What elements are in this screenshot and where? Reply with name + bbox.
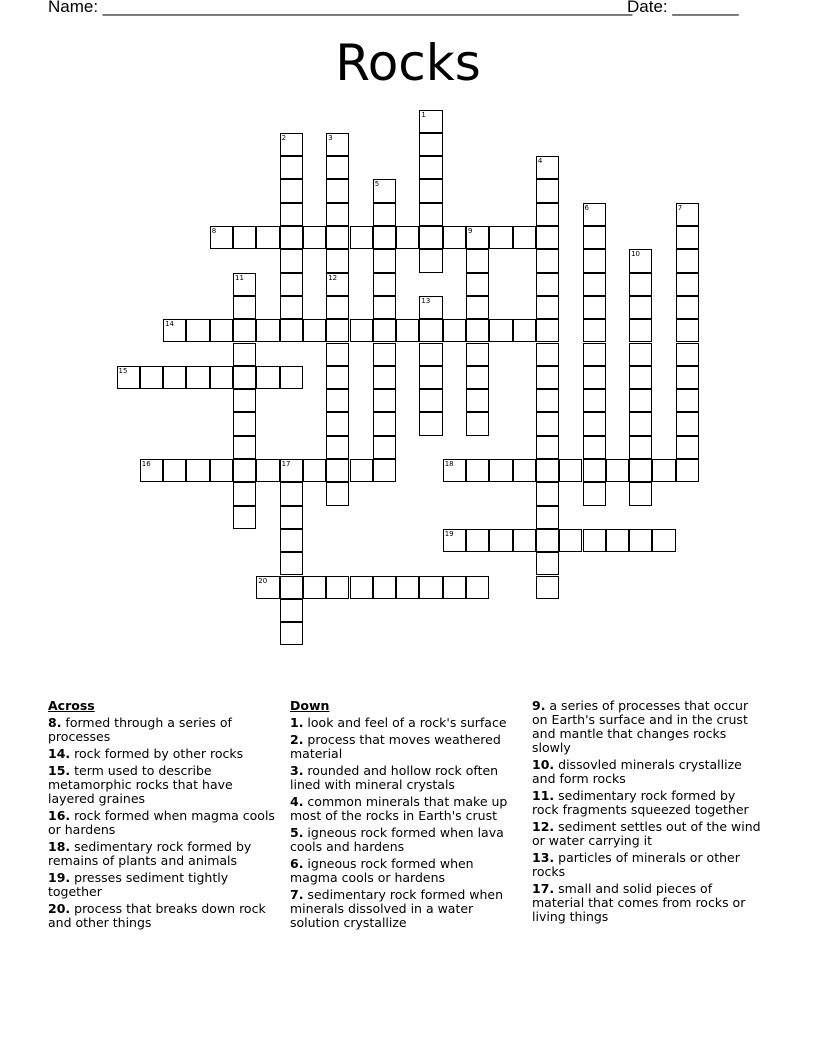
grid-cell[interactable] xyxy=(210,366,233,389)
grid-cell[interactable] xyxy=(466,366,489,389)
clue-number: 1. xyxy=(290,715,304,730)
grid-cell[interactable] xyxy=(256,366,279,389)
grid-cell[interactable] xyxy=(466,273,489,296)
grid-cell[interactable] xyxy=(419,203,442,226)
grid-cell[interactable] xyxy=(629,273,652,296)
grid-cell[interactable] xyxy=(629,436,652,459)
clue-number: 8 xyxy=(211,227,217,235)
grid-cell[interactable] xyxy=(629,529,652,552)
grid-cell[interactable] xyxy=(583,459,606,482)
clue-number: 4 xyxy=(537,157,543,166)
grid-cell[interactable] xyxy=(233,482,256,505)
grid-cell[interactable] xyxy=(583,389,606,412)
grid-cell[interactable] xyxy=(233,506,256,529)
grid-cell[interactable] xyxy=(466,412,489,435)
grid-cell[interactable] xyxy=(373,249,396,272)
grid-cell[interactable] xyxy=(163,366,186,389)
grid-cell[interactable] xyxy=(186,459,209,482)
grid-cell[interactable] xyxy=(280,622,303,645)
clue-number: 12. xyxy=(532,819,555,834)
grid-cell[interactable] xyxy=(140,366,163,389)
clue-item xyxy=(532,789,762,817)
grid-cell[interactable] xyxy=(373,226,396,249)
grid-cell[interactable] xyxy=(629,296,652,319)
grid-cell[interactable] xyxy=(233,319,256,342)
grid-cell[interactable] xyxy=(210,459,233,482)
grid-cell[interactable] xyxy=(256,319,279,342)
clue-number: 10 xyxy=(631,250,641,259)
clue-number: 5 xyxy=(374,180,380,189)
clue-number: 5. xyxy=(290,825,304,840)
clue-number: 12 xyxy=(328,273,338,282)
clue-number: 8. xyxy=(48,715,62,730)
grid-cell[interactable] xyxy=(583,343,606,366)
clue-number: 11 xyxy=(235,273,244,282)
clue-number: 2 xyxy=(281,133,287,142)
grid-cell[interactable] xyxy=(629,389,652,412)
grid-cell[interactable] xyxy=(536,319,559,342)
grid-cell[interactable] xyxy=(536,576,559,599)
grid-cell[interactable] xyxy=(163,459,186,482)
grid-cell[interactable] xyxy=(373,366,396,389)
grid-cell[interactable] xyxy=(419,319,442,342)
clue-number: 6 xyxy=(584,203,589,212)
grid-cell[interactable] xyxy=(583,436,606,459)
clue-item xyxy=(290,795,520,823)
clue-item xyxy=(290,888,520,930)
grid-cell[interactable] xyxy=(186,366,209,389)
grid-cell[interactable] xyxy=(536,529,559,552)
grid-cell[interactable] xyxy=(303,576,326,599)
grid-cell[interactable] xyxy=(419,412,442,435)
clue-number: 15 xyxy=(118,366,128,375)
grid-cell[interactable] xyxy=(419,249,442,272)
grid-cell[interactable] xyxy=(373,576,396,599)
grid-cell[interactable] xyxy=(536,436,559,459)
grid-cell[interactable] xyxy=(629,412,652,435)
grid-cell[interactable] xyxy=(233,459,256,482)
grid-cell[interactable] xyxy=(280,273,303,296)
clue-number: 13 xyxy=(421,296,431,305)
grid-cell[interactable] xyxy=(536,226,559,249)
grid-cell[interactable] xyxy=(326,156,349,179)
clue-item xyxy=(48,716,278,744)
grid-cell[interactable] xyxy=(303,319,326,342)
grid-cell[interactable] xyxy=(489,459,512,482)
grid-cell[interactable] xyxy=(280,599,303,622)
grid-cell[interactable] xyxy=(583,319,606,342)
grid-cell[interactable] xyxy=(373,436,396,459)
grid-cell[interactable] xyxy=(583,296,606,319)
grid-cell[interactable] xyxy=(489,319,512,342)
grid-cell[interactable] xyxy=(419,343,442,366)
grid-cell[interactable] xyxy=(280,179,303,202)
clue-number: 16 xyxy=(141,460,151,468)
grid-cell[interactable] xyxy=(256,459,279,482)
grid-cell[interactable] xyxy=(350,319,373,342)
grid-cell[interactable] xyxy=(280,296,303,319)
grid-cell[interactable] xyxy=(629,319,652,342)
down-clues xyxy=(290,699,520,933)
across-heading: Across xyxy=(48,698,95,713)
clue-text: term used to describe metamorphic rocks that have layered graines xyxy=(48,763,233,806)
grid-cell[interactable] xyxy=(536,273,559,296)
grid-cell[interactable] xyxy=(606,529,629,552)
puzzle-title: Rocks xyxy=(335,34,481,92)
clue-number: 17. xyxy=(532,881,555,896)
clue-number: 14. xyxy=(48,746,71,761)
clue-text: formed through a series of processes xyxy=(48,715,232,744)
clue-number: 2. xyxy=(290,732,304,747)
grid-cell[interactable] xyxy=(443,226,466,249)
grid-cell[interactable] xyxy=(373,389,396,412)
clue-number: 18. xyxy=(48,839,71,854)
grid-cell[interactable] xyxy=(466,296,489,319)
grid-cell[interactable] xyxy=(303,226,326,249)
grid-cell[interactable] xyxy=(443,319,466,342)
grid-cell[interactable] xyxy=(583,366,606,389)
grid-cell[interactable] xyxy=(466,459,489,482)
clue-item xyxy=(290,764,520,792)
grid-cell[interactable] xyxy=(489,226,512,249)
clue-text: igneous rock formed when magma cools or hardens xyxy=(290,856,474,885)
grid-cell[interactable] xyxy=(419,389,442,412)
clue-item xyxy=(290,733,520,761)
grid-cell[interactable] xyxy=(559,529,582,552)
grid-cell[interactable] xyxy=(629,459,652,482)
grid-cell[interactable] xyxy=(373,412,396,435)
grid-cell[interactable] xyxy=(280,552,303,575)
grid-cell[interactable] xyxy=(419,179,442,202)
grid-cell[interactable] xyxy=(350,459,373,482)
grid-cell[interactable] xyxy=(466,576,489,599)
grid-cell[interactable] xyxy=(326,343,349,366)
grid-cell[interactable] xyxy=(676,389,699,412)
clue-number: 6. xyxy=(290,856,304,871)
grid-cell[interactable] xyxy=(676,459,699,482)
clue-item xyxy=(290,716,520,730)
clue-number: 17 xyxy=(281,460,291,468)
grid-cell[interactable] xyxy=(233,436,256,459)
grid-cell[interactable] xyxy=(280,366,303,389)
grid-cell[interactable] xyxy=(233,296,256,319)
grid-cell[interactable] xyxy=(466,389,489,412)
grid-cell[interactable] xyxy=(676,273,699,296)
clue-number: 20 xyxy=(258,576,268,585)
grid-cell[interactable] xyxy=(583,412,606,435)
grid-cell[interactable] xyxy=(629,366,652,389)
clue-item xyxy=(532,699,762,755)
clue-text: dissovled minerals crystallize and form rocks xyxy=(532,757,742,786)
grid-cell[interactable] xyxy=(652,459,675,482)
clue-item xyxy=(290,826,520,854)
grid-cell[interactable] xyxy=(373,343,396,366)
clue-text: sediment settles out of the wind or water carrying it xyxy=(532,819,761,848)
grid-cell[interactable] xyxy=(326,226,349,249)
clue-item xyxy=(532,882,762,924)
grid-cell[interactable] xyxy=(513,226,536,249)
clue-number: 13. xyxy=(532,850,555,865)
clue-text: process that breaks down rock and other things xyxy=(48,901,266,930)
clue-text: sedimentary rock formed by remains of plants and animals xyxy=(48,839,252,868)
grid-cell[interactable] xyxy=(303,459,326,482)
grid-cell[interactable] xyxy=(233,389,256,412)
grid-cell[interactable] xyxy=(583,249,606,272)
grid-cell[interactable] xyxy=(280,506,303,529)
grid-cell[interactable] xyxy=(326,249,349,272)
grid-cell[interactable] xyxy=(373,273,396,296)
clue-item xyxy=(48,840,278,868)
clue-number: 15. xyxy=(48,763,71,778)
grid-cell[interactable] xyxy=(233,412,256,435)
grid-cell[interactable] xyxy=(280,156,303,179)
grid-cell[interactable] xyxy=(280,319,303,342)
grid-cell[interactable] xyxy=(280,482,303,505)
clue-text: presses sediment tightly together xyxy=(48,870,229,899)
grid-cell[interactable] xyxy=(536,203,559,226)
grid-cell[interactable] xyxy=(233,366,256,389)
grid-cell[interactable] xyxy=(233,343,256,366)
grid-cell[interactable] xyxy=(419,576,442,599)
clue-number: 20. xyxy=(48,901,71,916)
clue-number: 9. xyxy=(532,698,546,713)
grid-cell[interactable] xyxy=(419,226,442,249)
grid-cell[interactable] xyxy=(373,319,396,342)
down-heading: Down xyxy=(290,698,330,713)
clue-item xyxy=(48,809,278,837)
grid-cell[interactable] xyxy=(210,319,233,342)
clue-number: 18 xyxy=(444,460,454,468)
grid-cell[interactable] xyxy=(536,179,559,202)
clue-text: a series of processes that occur on Earth's surface and in the crust and mantle that changes rocks slowly xyxy=(532,698,749,755)
clue-number: 19 xyxy=(444,529,454,538)
grid-cell[interactable] xyxy=(536,366,559,389)
grid-cell[interactable] xyxy=(536,482,559,505)
clue-item xyxy=(532,851,762,879)
grid-cell[interactable] xyxy=(583,273,606,296)
clue-number: 1 xyxy=(421,110,426,119)
clue-number: 9 xyxy=(468,227,473,235)
clue-text: particles of minerals or other rocks xyxy=(532,850,740,879)
grid-cell[interactable] xyxy=(536,552,559,575)
grid-cell[interactable] xyxy=(326,319,349,342)
grid-cell[interactable] xyxy=(676,412,699,435)
grid-cell[interactable] xyxy=(280,529,303,552)
grid-cell[interactable] xyxy=(419,133,442,156)
grid-cell[interactable] xyxy=(326,389,349,412)
grid-cell[interactable] xyxy=(256,226,279,249)
grid-cell[interactable] xyxy=(326,412,349,435)
grid-cell[interactable] xyxy=(233,226,256,249)
clue-number: 14 xyxy=(165,320,175,329)
grid-cell[interactable] xyxy=(326,296,349,319)
grid-cell[interactable] xyxy=(280,576,303,599)
grid-cell[interactable] xyxy=(466,343,489,366)
grid-cell[interactable] xyxy=(583,482,606,505)
clue-text: sedimentary rock formed by rock fragments squeezed together xyxy=(532,788,749,817)
grid-cell[interactable] xyxy=(513,459,536,482)
grid-cell[interactable] xyxy=(419,366,442,389)
grid-cell[interactable] xyxy=(466,529,489,552)
grid-cell[interactable] xyxy=(536,459,559,482)
clue-item xyxy=(48,747,278,761)
grid-cell[interactable] xyxy=(326,366,349,389)
clue-text: rounded and hollow rock often lined with mineral crystals xyxy=(290,763,499,792)
clue-number: 7. xyxy=(290,887,304,902)
grid-cell[interactable] xyxy=(676,343,699,366)
clue-item xyxy=(532,758,762,786)
grid-cell[interactable] xyxy=(326,203,349,226)
clue-text: sedimentary rock formed when minerals dissolved in a water solution crystallize xyxy=(290,887,503,930)
grid-cell[interactable] xyxy=(536,343,559,366)
clue-text: common minerals that make up most of the rocks in Earth's crust xyxy=(290,794,508,823)
grid-cell[interactable] xyxy=(443,576,466,599)
clue-number: 10. xyxy=(532,757,555,772)
grid-cell[interactable] xyxy=(652,529,675,552)
clue-item xyxy=(48,871,278,899)
grid-cell[interactable] xyxy=(350,226,373,249)
grid-cell[interactable] xyxy=(676,249,699,272)
clue-number: 4. xyxy=(290,794,304,809)
grid-cell[interactable] xyxy=(466,249,489,272)
clue-text: rock formed when magma cools or hardens xyxy=(48,808,275,837)
clue-number: 11. xyxy=(532,788,555,803)
grid-cell[interactable] xyxy=(373,296,396,319)
grid-cell[interactable] xyxy=(466,319,489,342)
name-field-label: Name: ________________________________________________________ xyxy=(48,0,633,16)
grid-cell[interactable] xyxy=(513,319,536,342)
grid-cell[interactable] xyxy=(676,319,699,342)
clue-text: igneous rock formed when lava cools and hardens xyxy=(290,825,504,854)
clue-number: 19. xyxy=(48,870,71,885)
grid-cell[interactable] xyxy=(280,226,303,249)
clue-number: 7 xyxy=(677,203,683,212)
grid-cell[interactable] xyxy=(559,459,582,482)
grid-cell[interactable] xyxy=(676,226,699,249)
grid-cell[interactable] xyxy=(326,459,349,482)
grid-cell[interactable] xyxy=(676,366,699,389)
grid-cell[interactable] xyxy=(513,529,536,552)
clue-text: look and feel of a rock's surface xyxy=(303,715,507,730)
clue-item xyxy=(48,902,278,930)
grid-cell[interactable] xyxy=(536,412,559,435)
grid-cell[interactable] xyxy=(396,226,419,249)
grid-cell[interactable] xyxy=(676,296,699,319)
grid-cell[interactable] xyxy=(280,203,303,226)
clue-number: 16. xyxy=(48,808,71,823)
date-field-label: Date: _______ xyxy=(627,0,739,16)
grid-cell[interactable] xyxy=(536,296,559,319)
grid-cell[interactable] xyxy=(396,576,419,599)
down-clues-continued xyxy=(532,699,762,927)
grid-cell[interactable] xyxy=(536,389,559,412)
grid-cell[interactable] xyxy=(583,226,606,249)
grid-cell[interactable] xyxy=(326,179,349,202)
clue-text: rock formed by other rocks xyxy=(70,746,244,761)
clue-item xyxy=(48,764,278,806)
grid-cell[interactable] xyxy=(396,319,419,342)
grid-cell[interactable] xyxy=(629,343,652,366)
across-clues xyxy=(48,699,278,933)
clue-number: 3 xyxy=(328,133,333,142)
grid-cell[interactable] xyxy=(326,482,349,505)
grid-cell[interactable] xyxy=(326,436,349,459)
grid-cell[interactable] xyxy=(676,436,699,459)
clue-text: process that moves weathered material xyxy=(290,732,501,761)
grid-cell[interactable] xyxy=(489,529,512,552)
clue-item xyxy=(290,857,520,885)
clue-text: small and solid pieces of material that comes from rocks or living things xyxy=(532,881,746,924)
grid-cell[interactable] xyxy=(280,249,303,272)
grid-cell[interactable] xyxy=(629,482,652,505)
grid-cell[interactable] xyxy=(373,459,396,482)
grid-cell[interactable] xyxy=(583,529,606,552)
clue-number: 3. xyxy=(290,763,304,778)
clue-item xyxy=(532,820,762,848)
grid-cell[interactable] xyxy=(536,506,559,529)
grid-cell[interactable] xyxy=(373,203,396,226)
grid-cell[interactable] xyxy=(186,319,209,342)
grid-cell[interactable] xyxy=(350,576,373,599)
grid-cell[interactable] xyxy=(606,459,629,482)
grid-cell[interactable] xyxy=(419,156,442,179)
grid-cell[interactable] xyxy=(326,576,349,599)
grid-cell[interactable] xyxy=(536,249,559,272)
